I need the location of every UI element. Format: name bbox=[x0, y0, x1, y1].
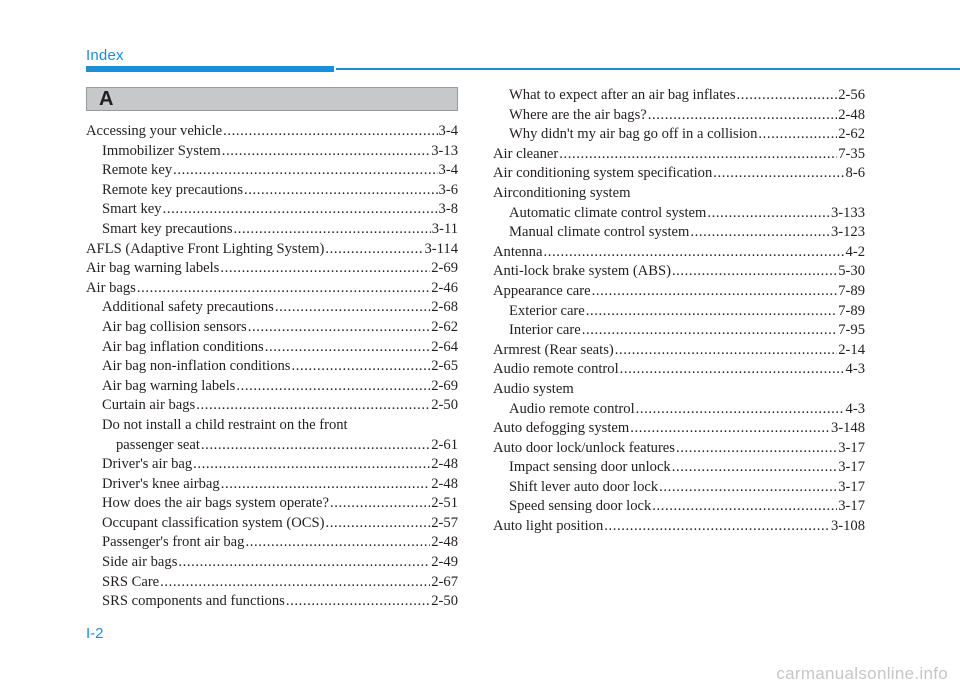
index-entry-text: Impact sensing door unlock bbox=[509, 459, 671, 476]
dot-leader bbox=[592, 282, 838, 302]
index-entry-page: 2-65 bbox=[431, 358, 458, 375]
index-entry[interactable] bbox=[493, 478, 865, 498]
dot-leader bbox=[737, 86, 838, 106]
index-entry-text: Driver's knee airbag bbox=[102, 475, 220, 492]
index-entry-page: 3-11 bbox=[431, 220, 458, 237]
index-entry-page: 7-35 bbox=[838, 145, 865, 162]
index-entry[interactable] bbox=[493, 517, 865, 537]
index-entry-text: Armrest (Rear seats) bbox=[493, 341, 614, 358]
index-entry[interactable] bbox=[86, 338, 458, 358]
index-entry[interactable] bbox=[86, 377, 458, 397]
dot-leader bbox=[234, 220, 431, 240]
index-entry-page: 2-48 bbox=[838, 106, 865, 123]
index-entry[interactable] bbox=[493, 321, 865, 341]
index-entry[interactable] bbox=[86, 553, 458, 573]
index-entry[interactable] bbox=[86, 240, 458, 260]
dot-leader bbox=[248, 318, 431, 338]
index-entry-page: 3-123 bbox=[830, 224, 865, 241]
dot-leader bbox=[178, 553, 430, 573]
dot-leader bbox=[672, 262, 837, 282]
dot-leader bbox=[543, 243, 844, 263]
index-entry-text: AFLS (Adaptive Front Lighting System) bbox=[86, 240, 325, 257]
index-entry-text: Audio system bbox=[493, 380, 574, 397]
index-entry[interactable] bbox=[86, 514, 458, 534]
dot-leader bbox=[193, 455, 430, 475]
index-entry-text: Smart key precautions bbox=[102, 220, 233, 237]
dot-leader bbox=[713, 164, 844, 184]
index-entry-text: Auto door lock/unlock features bbox=[493, 439, 675, 456]
dot-leader bbox=[163, 200, 438, 220]
index-entry-text: Air cleaner bbox=[493, 145, 559, 162]
index-entry[interactable] bbox=[86, 533, 458, 553]
index-entry-page: 2-67 bbox=[431, 573, 458, 590]
index-entry-page: 5-30 bbox=[838, 263, 865, 280]
index-entry-page: 2-48 bbox=[431, 456, 458, 473]
index-entry-page: 8-6 bbox=[845, 165, 865, 182]
index-entry-text: Air bag non-inflation conditions bbox=[102, 358, 291, 375]
dot-leader bbox=[160, 573, 430, 593]
dot-leader bbox=[676, 439, 837, 459]
dot-leader bbox=[652, 497, 837, 517]
index-entry bbox=[493, 380, 865, 400]
index-entry[interactable] bbox=[493, 106, 865, 126]
dot-leader bbox=[325, 240, 423, 260]
index-entry-page: 3-17 bbox=[838, 439, 865, 456]
index-entry-page: 3-6 bbox=[438, 181, 458, 198]
index-entry[interactable] bbox=[493, 341, 865, 361]
index-entry[interactable] bbox=[493, 419, 865, 439]
index-entry-page: 7-89 bbox=[838, 302, 865, 319]
index-entry-page: 2-14 bbox=[838, 341, 865, 358]
dot-leader bbox=[582, 321, 838, 341]
index-entry-text: Anti-lock brake system (ABS) bbox=[493, 263, 671, 280]
dot-leader bbox=[221, 475, 431, 495]
index-entry[interactable] bbox=[493, 497, 865, 517]
index-entry[interactable] bbox=[493, 86, 865, 106]
index-entry-text: Air conditioning system specification bbox=[493, 165, 713, 182]
index-entry-page: 2-69 bbox=[431, 377, 458, 394]
index-entry-text: Speed sensing door lock bbox=[509, 498, 652, 515]
index-entry[interactable] bbox=[86, 436, 458, 456]
index-entry-page: 4-3 bbox=[845, 361, 865, 378]
index-entry-page: 3-133 bbox=[830, 204, 865, 221]
dot-leader bbox=[586, 302, 837, 322]
dot-leader bbox=[604, 517, 830, 537]
index-entry[interactable] bbox=[493, 458, 865, 478]
index-entry[interactable] bbox=[493, 439, 865, 459]
index-entry-page: 2-48 bbox=[431, 475, 458, 492]
index-entry-text: Air bag inflation conditions bbox=[102, 338, 264, 355]
index-entry-text: Appearance care bbox=[493, 282, 591, 299]
index-entry-page: 2-56 bbox=[838, 87, 865, 103]
dot-leader bbox=[220, 259, 430, 279]
index-entry-text: Smart key bbox=[102, 201, 162, 218]
index-entry-text: Do not install a child restraint on the front bbox=[102, 416, 348, 433]
index-entry[interactable] bbox=[86, 357, 458, 377]
dot-leader bbox=[223, 122, 437, 142]
index-entry-text: Occupant classification system (OCS) bbox=[102, 514, 325, 531]
index-entry[interactable] bbox=[493, 125, 865, 145]
index-entry[interactable] bbox=[493, 243, 865, 263]
index-entry-text: Driver's air bag bbox=[102, 456, 193, 473]
dot-leader bbox=[245, 533, 430, 553]
dot-leader bbox=[672, 458, 838, 478]
index-entry[interactable] bbox=[493, 400, 865, 420]
index-entry-text: SRS Care bbox=[102, 573, 160, 590]
index-entry-page: 2-62 bbox=[431, 318, 458, 335]
dot-leader bbox=[630, 419, 830, 439]
dot-leader bbox=[648, 106, 837, 126]
index-entry-page: 3-17 bbox=[838, 459, 865, 476]
index-entry-text: SRS components and functions bbox=[102, 593, 285, 610]
index-entry[interactable] bbox=[86, 279, 458, 299]
index-entry-page: 7-89 bbox=[838, 282, 865, 299]
dot-leader bbox=[707, 204, 830, 224]
index-entry-text: passenger seat bbox=[116, 436, 200, 453]
index-entry-text: Interior care bbox=[509, 322, 581, 339]
index-entry-page: 4-3 bbox=[845, 400, 865, 417]
index-entry-page: 2-57 bbox=[431, 514, 458, 531]
index-entry-text: Manual climate control system bbox=[509, 224, 690, 241]
index-entry[interactable] bbox=[86, 573, 458, 593]
index-entry[interactable] bbox=[86, 181, 458, 201]
index-entry-text: Accessing your vehicle bbox=[86, 123, 223, 139]
index-entry-text: Additional safety precautions bbox=[102, 299, 274, 316]
dot-leader bbox=[244, 181, 438, 201]
header-rule-thin bbox=[336, 68, 960, 70]
index-entry-text: Auto light position bbox=[493, 518, 604, 535]
index-entry[interactable] bbox=[493, 145, 865, 165]
index-entry-text: Audio remote control bbox=[493, 361, 619, 378]
index-entry-text: Curtain air bags bbox=[102, 397, 196, 414]
index-entry[interactable] bbox=[493, 282, 865, 302]
dot-leader bbox=[236, 377, 430, 397]
index-entry-text: Auto defogging system bbox=[493, 420, 630, 437]
index-entry-page: 2-62 bbox=[838, 126, 865, 143]
index-entry-page: 2-50 bbox=[431, 593, 458, 610]
index-entry[interactable] bbox=[493, 223, 865, 243]
dot-leader bbox=[291, 357, 430, 377]
index-entry-text: Exterior care bbox=[509, 302, 585, 319]
index-entry[interactable] bbox=[86, 592, 458, 612]
index-entry[interactable] bbox=[86, 161, 458, 181]
index-entry[interactable] bbox=[86, 220, 458, 240]
index-entry-text: Shift lever auto door lock bbox=[509, 478, 659, 495]
index-entry-page: 3-8 bbox=[438, 201, 458, 218]
index-entry-text: Passenger's front air bag bbox=[102, 534, 245, 551]
index-entry-page: 2-69 bbox=[431, 260, 458, 277]
index-entry-text: Remote key precautions bbox=[102, 181, 244, 198]
index-entry-page: 2-61 bbox=[431, 436, 458, 453]
index-entry-text: Air bag warning labels bbox=[86, 260, 220, 277]
index-entry-text: Side air bags bbox=[102, 554, 178, 571]
index-entry[interactable] bbox=[493, 262, 865, 282]
index-entry-text: What to expect after an air bag inflates bbox=[509, 87, 736, 103]
header-rule-thick bbox=[86, 66, 334, 72]
index-entry[interactable] bbox=[493, 360, 865, 380]
index-entry-page: 2-46 bbox=[431, 279, 458, 296]
index-entry[interactable] bbox=[493, 204, 865, 224]
index-entry-text: Antenna bbox=[493, 243, 543, 260]
dot-leader bbox=[615, 341, 837, 361]
dot-leader bbox=[265, 338, 431, 358]
dot-leader bbox=[222, 142, 430, 162]
index-entry-page: 4-2 bbox=[845, 243, 865, 260]
dot-leader bbox=[286, 592, 430, 612]
dot-leader bbox=[620, 360, 845, 380]
index-entry[interactable] bbox=[493, 302, 865, 322]
index-entry-page: 3-4 bbox=[438, 123, 458, 139]
index-header: Index bbox=[86, 47, 124, 64]
section-letter-bar bbox=[86, 87, 458, 111]
index-entry-text: Airconditioning system bbox=[493, 184, 631, 201]
index-entry-page: 2-64 bbox=[431, 338, 458, 355]
dot-leader bbox=[201, 436, 430, 456]
index-entry-text: How does the air bags system operate? bbox=[102, 495, 329, 512]
index-entry-text: Where are the air bags? bbox=[509, 106, 647, 123]
index-column-left bbox=[86, 122, 458, 612]
index-entry-page: 2-68 bbox=[431, 299, 458, 316]
index-entry-text: Why didn't my air bag go off in a collision bbox=[509, 126, 758, 143]
index-entry-page: 7-95 bbox=[838, 322, 865, 339]
dot-leader bbox=[275, 298, 430, 318]
index-entry[interactable] bbox=[86, 298, 458, 318]
dot-leader bbox=[659, 478, 837, 498]
index-entry[interactable] bbox=[86, 475, 458, 495]
index-entry[interactable] bbox=[86, 122, 458, 142]
index-entry[interactable] bbox=[86, 200, 458, 220]
index-entry-page: 2-49 bbox=[431, 554, 458, 571]
index-entry[interactable] bbox=[86, 142, 458, 162]
index-entry-page: 3-17 bbox=[838, 498, 865, 515]
index-entry-page: 2-51 bbox=[431, 495, 458, 512]
dot-leader bbox=[330, 494, 430, 514]
dot-leader bbox=[559, 145, 837, 165]
index-entry[interactable] bbox=[86, 259, 458, 279]
index-entry-page: 3-17 bbox=[838, 478, 865, 495]
page-number: I-2 bbox=[86, 625, 104, 642]
index-entry-text: Immobilizer System bbox=[102, 142, 221, 159]
dot-leader bbox=[137, 279, 430, 299]
index-entry bbox=[86, 416, 458, 436]
index-column-right bbox=[493, 86, 865, 537]
dot-leader bbox=[690, 223, 830, 243]
section-letter: A bbox=[99, 88, 114, 110]
index-entry-page: 2-48 bbox=[431, 534, 458, 551]
index-entry[interactable] bbox=[493, 164, 865, 184]
index-entry-text: Audio remote control bbox=[509, 400, 635, 417]
index-entry-page: 3-148 bbox=[830, 420, 865, 437]
index-entry-page: 3-114 bbox=[424, 240, 458, 257]
index-entry-text: Automatic climate control system bbox=[509, 204, 707, 221]
index-entry-text: Air bags bbox=[86, 279, 136, 296]
watermark: carmanualsonline.info bbox=[776, 664, 948, 683]
dot-leader bbox=[173, 161, 437, 181]
dot-leader bbox=[326, 514, 431, 534]
index-entry-text: Air bag collision sensors bbox=[102, 318, 247, 335]
index-entry-page: 3-13 bbox=[431, 142, 458, 159]
index-entry[interactable] bbox=[86, 318, 458, 338]
index-entry-page: 3-4 bbox=[438, 162, 458, 179]
index-entry[interactable] bbox=[86, 455, 458, 475]
dot-leader bbox=[636, 400, 845, 420]
index-entry-text: Remote key bbox=[102, 162, 173, 179]
index-entry-text: Air bag warning labels bbox=[102, 377, 236, 394]
index-entry-page: 2-50 bbox=[431, 397, 458, 414]
index-entry[interactable] bbox=[86, 396, 458, 416]
dot-leader bbox=[196, 396, 430, 416]
index-entry[interactable] bbox=[86, 494, 458, 514]
index-entry-page: 3-108 bbox=[830, 518, 865, 535]
index-entry bbox=[493, 184, 865, 204]
dot-leader bbox=[758, 125, 837, 145]
